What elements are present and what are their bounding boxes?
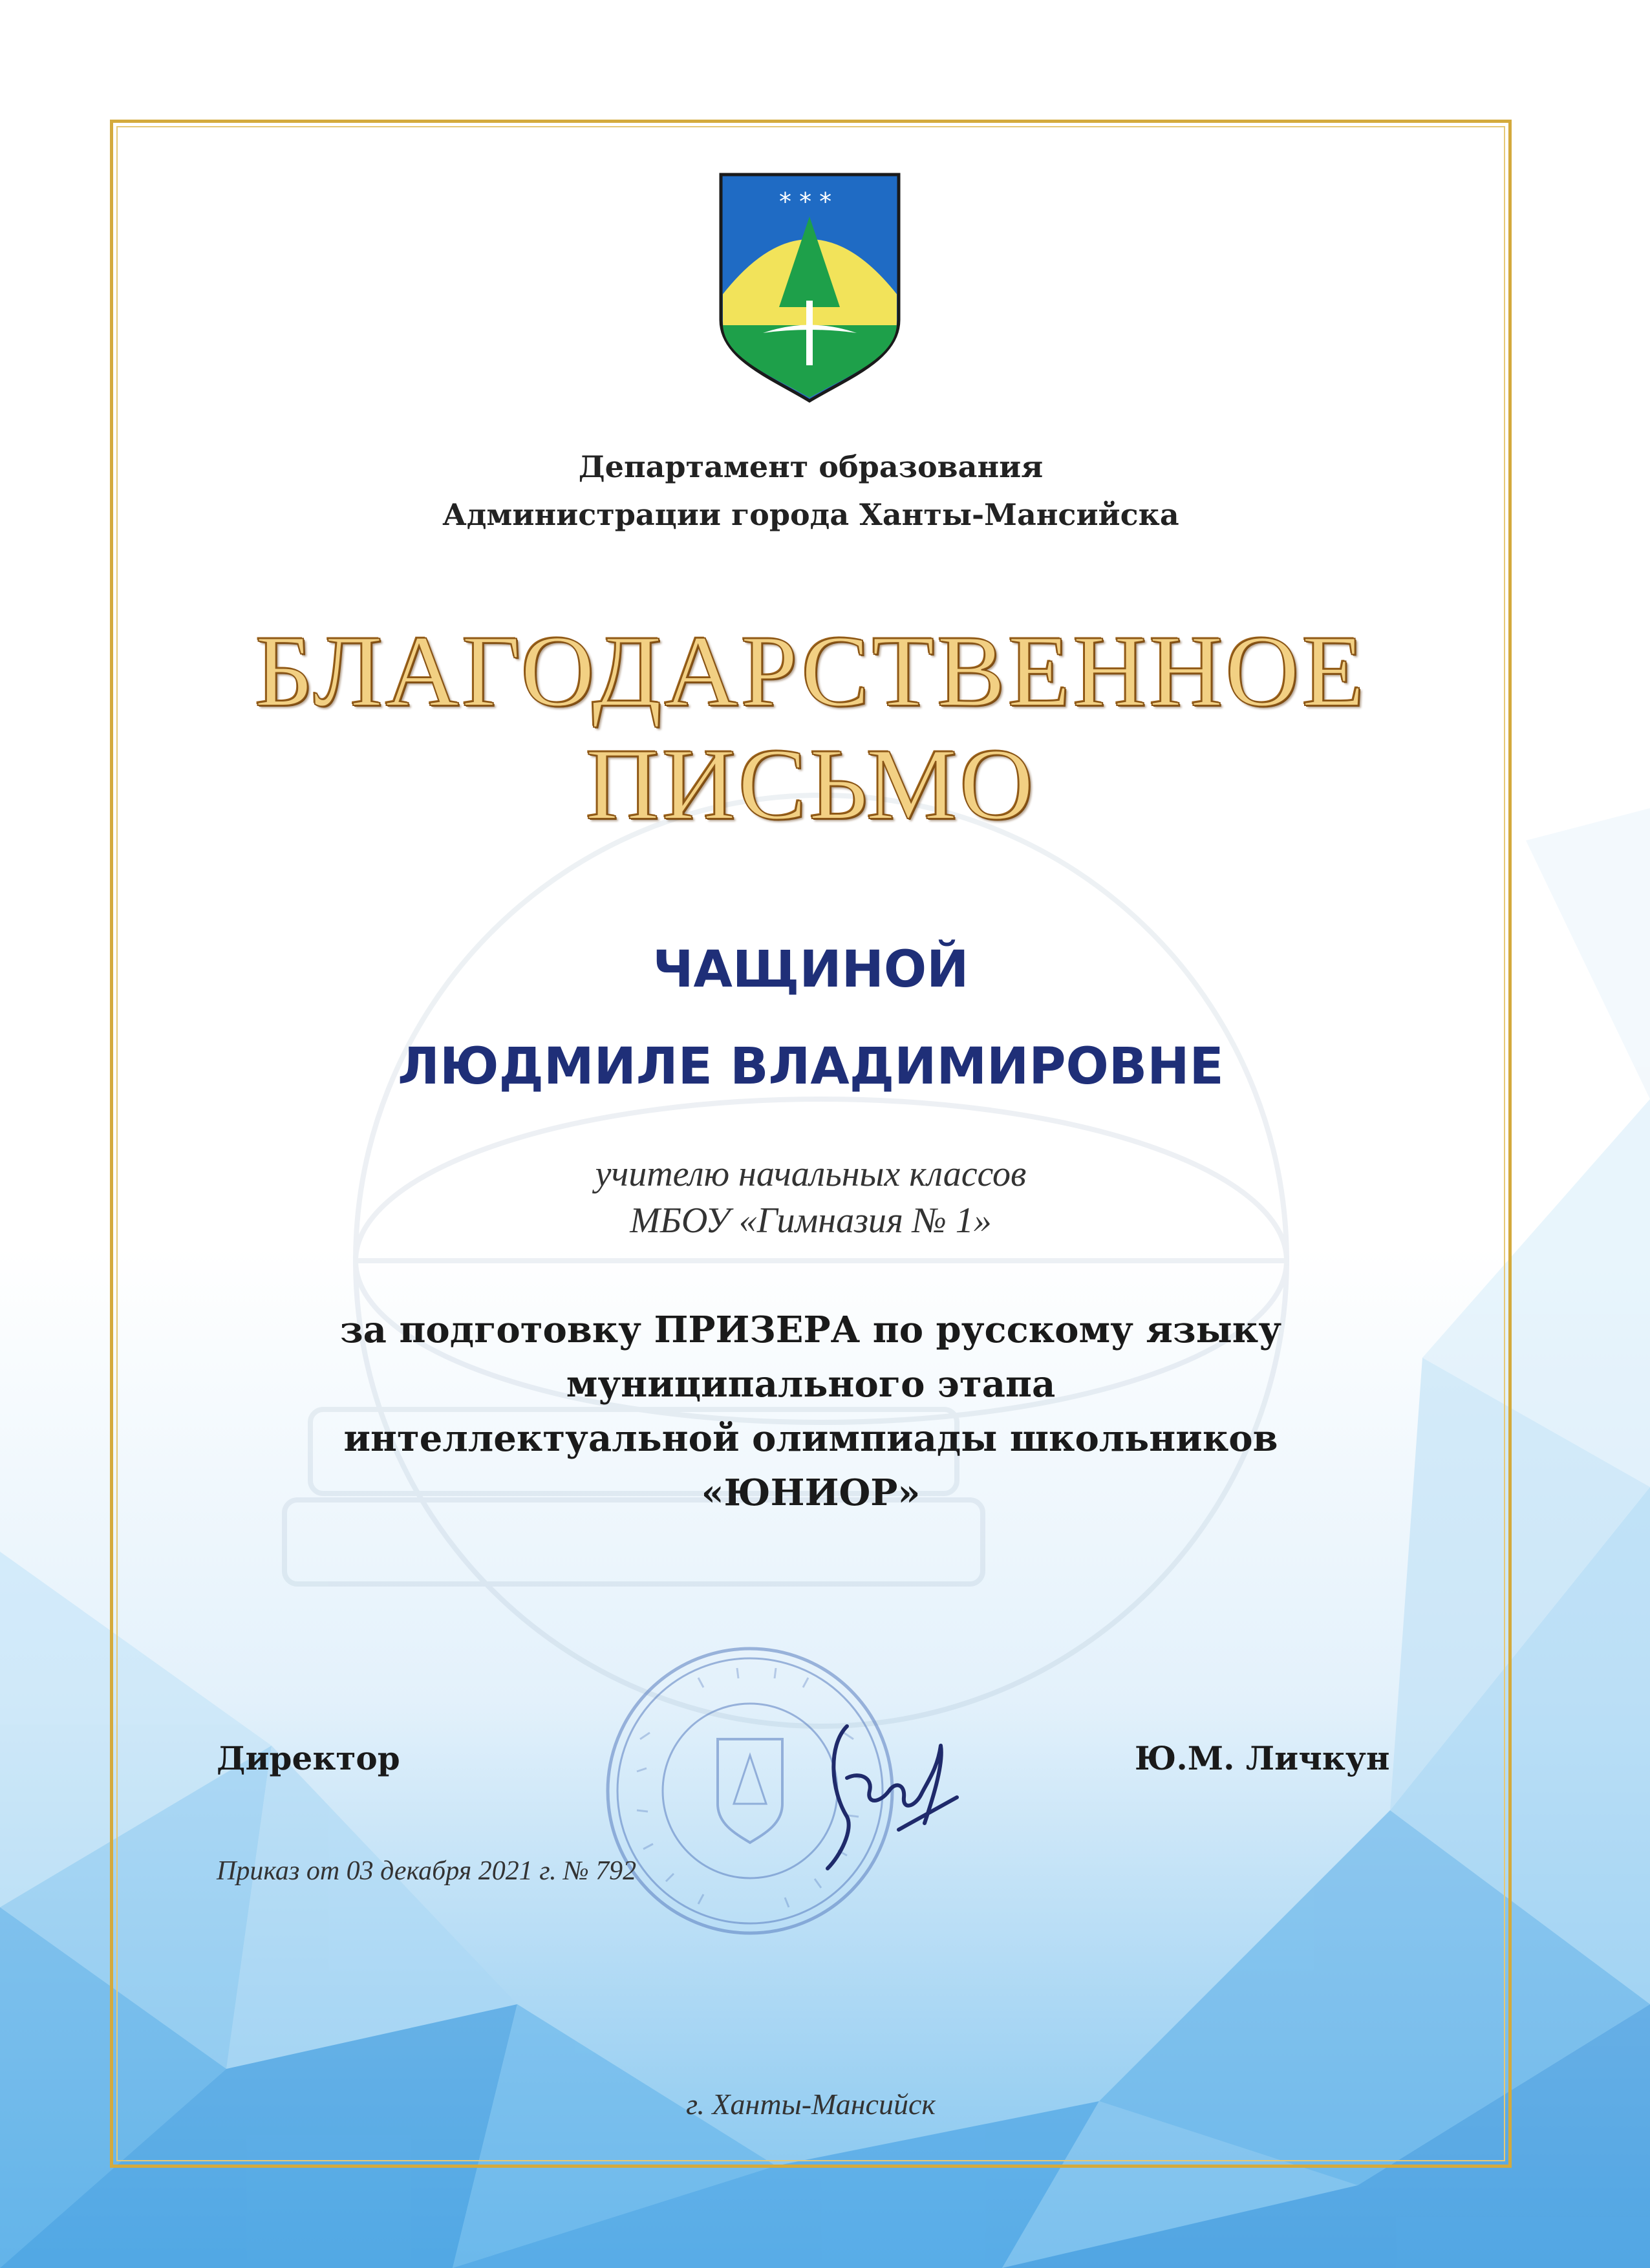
position-line: МБОУ «Гимназия № 1» xyxy=(630,1201,992,1241)
department-line: Департамент образования xyxy=(578,449,1044,484)
recipient-position xyxy=(116,1151,1505,1244)
reason-line: «ЮНИОР» xyxy=(701,1471,921,1514)
reason-line: муниципального этапа xyxy=(566,1363,1056,1406)
document-title-line: БЛАГОДАРСТВЕННОЕ xyxy=(255,615,1367,728)
reason-line: за подготовку ПРИЗЕРА по русскому языку xyxy=(339,1309,1282,1351)
recipient-given-names: ЛЮДМИЛЕ ВЛАДИМИРОВНЕ xyxy=(398,1038,1224,1096)
department-heading xyxy=(116,443,1505,539)
recipient-surname: ЧАЩИНОЙ xyxy=(652,941,969,999)
order-reference: Приказ от 03 декабря 2021 г. № 792 xyxy=(217,1856,637,1886)
reason-line: интеллектуальной олимпиады школьников xyxy=(343,1417,1278,1460)
handwritten-signature xyxy=(802,1707,976,1881)
director-label: Директор xyxy=(217,1739,400,1777)
director-name: Ю.М. Личкун xyxy=(1135,1739,1390,1777)
svg-text:* * *: * * * xyxy=(779,187,832,216)
department-line: Администрации города Ханты-Мансийска xyxy=(442,497,1179,532)
issue-city: г. Ханты-Мансийск xyxy=(686,2088,936,2121)
award-reason xyxy=(116,1303,1505,1520)
document-title-line: ПИСЬМО xyxy=(585,728,1036,841)
coat-of-arms-icon xyxy=(718,171,902,404)
position-line: учителю начальных классов xyxy=(595,1154,1027,1194)
